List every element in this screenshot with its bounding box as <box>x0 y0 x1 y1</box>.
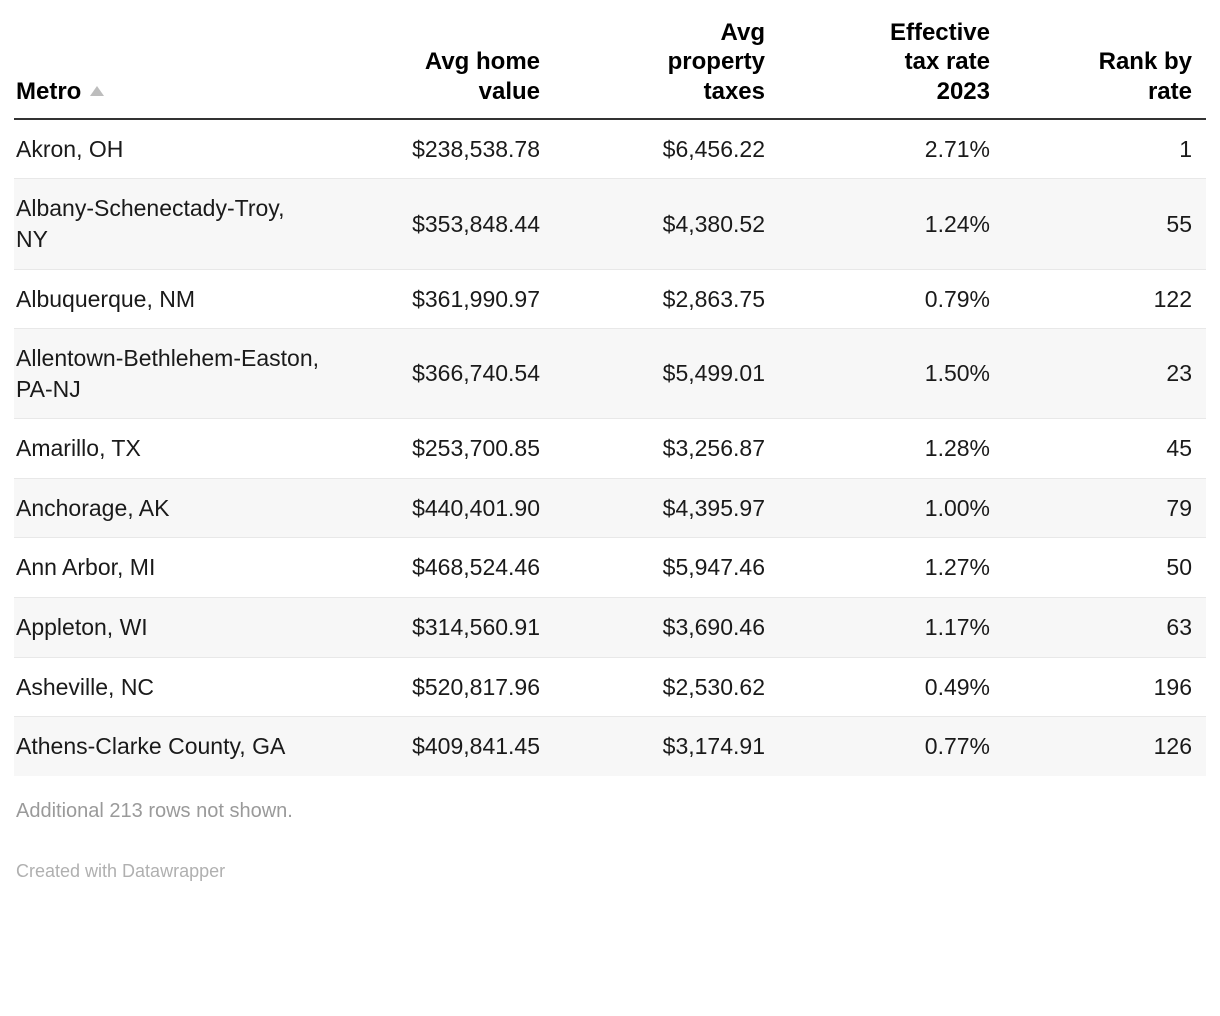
table-row <box>14 717 1206 776</box>
cell-avg-home-value: $520,817.96 <box>329 657 554 717</box>
sort-ascending-icon[interactable] <box>90 86 104 96</box>
column-header-avg-property-taxes-line3: taxes <box>703 77 765 105</box>
cell-effective-tax-rate: 1.50% <box>779 329 1004 419</box>
table-row <box>14 179 1206 269</box>
table-row <box>14 538 1206 598</box>
column-header-effective-tax-rate-line2: tax rate <box>904 48 990 76</box>
cell-avg-home-value: $440,401.90 <box>329 478 554 538</box>
cell-effective-tax-rate: 2.71% <box>779 119 1004 179</box>
cell-metro: Allentown-Bethlehem-Easton, PA-NJ <box>14 329 329 419</box>
column-header-avg-property-taxes-line2: property <box>667 48 765 76</box>
cell-metro: Amarillo, TX <box>14 419 329 479</box>
cell-avg-home-value: $253,700.85 <box>329 419 554 479</box>
cell-avg-property-taxes: $5,947.46 <box>554 538 779 598</box>
cell-rank-by-rate: 55 <box>1004 179 1206 269</box>
column-header-rank-by-rate-line1: Rank by <box>1098 48 1192 76</box>
table-header-row <box>14 18 1206 119</box>
column-header-avg-home-value-line1: Avg home <box>424 48 540 76</box>
cell-rank-by-rate: 79 <box>1004 478 1206 538</box>
table-header <box>14 18 1206 119</box>
cell-avg-property-taxes: $3,174.91 <box>554 717 779 776</box>
table-row <box>14 657 1206 717</box>
cell-rank-by-rate: 50 <box>1004 538 1206 598</box>
cell-effective-tax-rate: 1.28% <box>779 419 1004 479</box>
cell-avg-property-taxes: $4,395.97 <box>554 478 779 538</box>
cell-rank-by-rate: 45 <box>1004 419 1206 479</box>
table-row <box>14 598 1206 658</box>
cell-metro: Athens-Clarke County, GA <box>14 717 329 776</box>
cell-metro: Ann Arbor, MI <box>14 538 329 598</box>
cell-metro: Asheville, NC <box>14 657 329 717</box>
cell-rank-by-rate: 63 <box>1004 598 1206 658</box>
datawrapper-credit[interactable]: Created with Datawrapper <box>16 860 226 881</box>
table-row <box>14 419 1206 479</box>
cell-effective-tax-rate: 1.24% <box>779 179 1004 269</box>
data-table <box>14 18 1206 776</box>
cell-avg-home-value: $314,560.91 <box>329 598 554 658</box>
cell-effective-tax-rate: 1.17% <box>779 598 1004 658</box>
column-header-effective-tax-rate[interactable] <box>779 18 1004 119</box>
table-chart-container <box>0 18 1220 1016</box>
column-header-rank-by-rate[interactable] <box>1004 18 1206 119</box>
cell-avg-home-value: $409,841.45 <box>329 717 554 776</box>
cell-effective-tax-rate: 0.77% <box>779 717 1004 776</box>
cell-metro: Appleton, WI <box>14 598 329 658</box>
column-header-metro-label: Metro <box>16 77 82 105</box>
cell-avg-property-taxes: $3,256.87 <box>554 419 779 479</box>
table-row <box>14 269 1206 329</box>
column-header-rank-by-rate-line2: rate <box>1147 77 1192 105</box>
cell-rank-by-rate: 122 <box>1004 269 1206 329</box>
cell-effective-tax-rate: 0.49% <box>779 657 1004 717</box>
cell-avg-home-value: $238,538.78 <box>329 119 554 179</box>
cell-avg-home-value: $361,990.97 <box>329 269 554 329</box>
cell-metro: Akron, OH <box>14 119 329 179</box>
cell-avg-home-value: $468,524.46 <box>329 538 554 598</box>
cell-avg-home-value: $353,848.44 <box>329 179 554 269</box>
cell-rank-by-rate: 126 <box>1004 717 1206 776</box>
rows-not-shown-note: Additional 213 rows not shown. <box>16 799 293 822</box>
cell-avg-property-taxes: $6,456.22 <box>554 119 779 179</box>
cell-avg-property-taxes: $3,690.46 <box>554 598 779 658</box>
table-body <box>14 119 1206 776</box>
cell-rank-by-rate: 196 <box>1004 657 1206 717</box>
column-header-avg-home-value-line2: value <box>478 77 540 105</box>
table-row <box>14 329 1206 419</box>
table-row <box>14 478 1206 538</box>
table-row <box>14 119 1206 179</box>
column-header-metro[interactable] <box>14 18 329 119</box>
cell-avg-property-taxes: $5,499.01 <box>554 329 779 419</box>
cell-avg-home-value: $366,740.54 <box>329 329 554 419</box>
cell-avg-property-taxes: $2,530.62 <box>554 657 779 717</box>
cell-effective-tax-rate: 0.79% <box>779 269 1004 329</box>
column-header-avg-property-taxes-line1: Avg <box>720 19 765 46</box>
column-header-avg-property-taxes[interactable] <box>554 18 779 119</box>
cell-rank-by-rate: 1 <box>1004 119 1206 179</box>
column-header-effective-tax-rate-line3: 2023 <box>936 77 990 105</box>
column-header-effective-tax-rate-line1: Effective <box>889 19 990 46</box>
cell-metro: Albany-Schenectady-Troy, NY <box>14 179 329 269</box>
cell-avg-property-taxes: $2,863.75 <box>554 269 779 329</box>
cell-effective-tax-rate: 1.27% <box>779 538 1004 598</box>
cell-rank-by-rate: 23 <box>1004 329 1206 419</box>
cell-effective-tax-rate: 1.00% <box>779 478 1004 538</box>
column-header-avg-home-value[interactable] <box>329 18 554 119</box>
cell-avg-property-taxes: $4,380.52 <box>554 179 779 269</box>
cell-metro: Anchorage, AK <box>14 478 329 538</box>
cell-metro: Albuquerque, NM <box>14 269 329 329</box>
